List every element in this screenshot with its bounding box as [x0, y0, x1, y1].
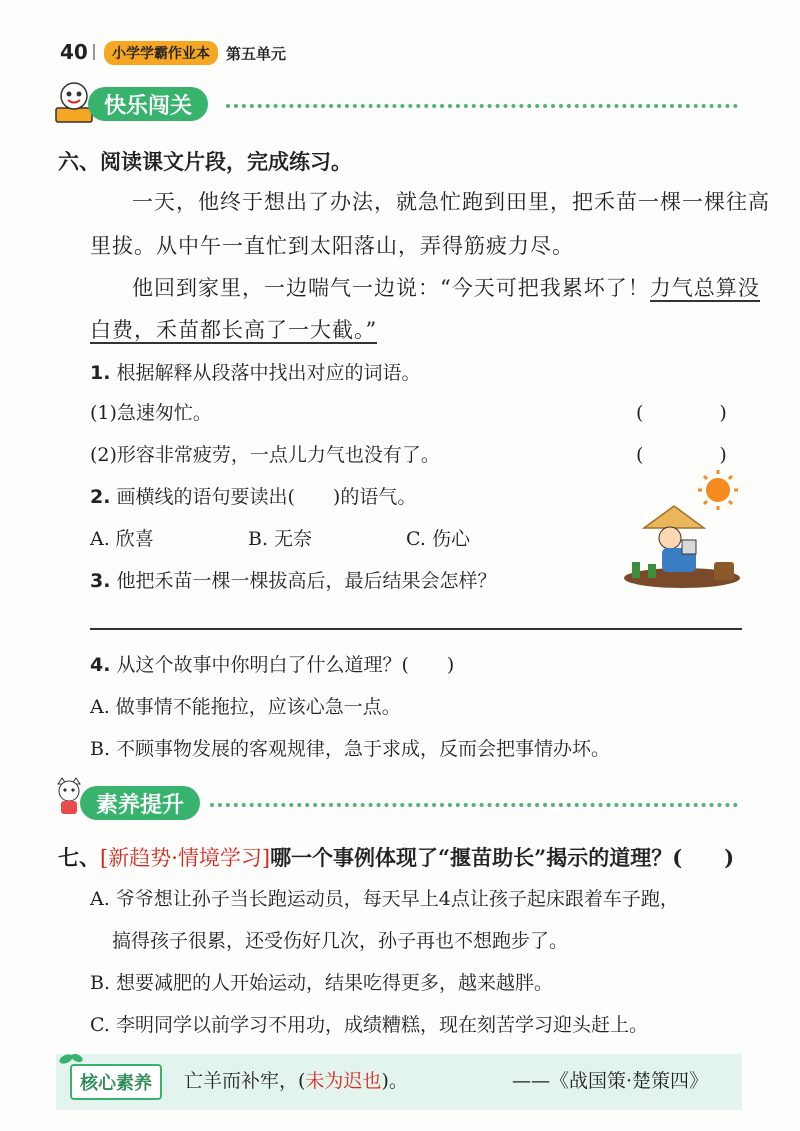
question-1-item-1: (1)急速匆忙。 — [90, 402, 212, 424]
question-1-item-2: (2)形容非常疲劳，一点儿力气也没有了。 — [90, 444, 440, 466]
option-b: B. 想要减肥的人开始运动，结果吃得更多，越来越胖。 — [90, 972, 554, 994]
section-number: 七、 — [58, 845, 100, 870]
question-number: 3. — [90, 570, 111, 592]
book-title-badge: 小学学霸作业本 — [104, 41, 218, 65]
option-a: A. 爷爷想让孙子当长跑运动员，每天早上4点让孩子起床跟着车子跑， — [90, 888, 679, 910]
core-literacy-tag: 核心素养 — [70, 1064, 162, 1100]
section-seven-title — [58, 842, 734, 872]
banner-happy-challenge: 快乐闯关 — [88, 87, 208, 121]
question-text: 画横线的语句要读出( )的语气。 — [116, 486, 417, 508]
underlined-sentence: 力气总算没 — [649, 276, 760, 300]
quote-text: )。 — [381, 1070, 408, 1092]
quote-source: ——《战国策·楚策四》 — [512, 1070, 709, 1092]
question-2 — [90, 482, 416, 509]
option-b: B. 不顾事物发展的客观规律，急于求成，反而会把事情办坏。 — [90, 738, 611, 760]
dotted-divider — [226, 104, 738, 108]
answer-blank[interactable]: ( ) — [636, 444, 727, 466]
option-c: C. 伤心 — [406, 528, 470, 550]
idiom-quote — [184, 1066, 408, 1093]
passage-line: 里拔。从中午一直忙到太阳落山，弄得筋疲力尽。 — [90, 234, 574, 258]
sun-icon — [698, 470, 738, 510]
option-a-continued: 搞得孩子很累，还受伤好几次，孙子再也不想跑步了。 — [112, 930, 569, 952]
quote-highlight: 未为迟也 — [305, 1070, 382, 1092]
trend-tag: [新趋势·情境学习] — [100, 846, 271, 870]
passage-line: 一天，他终于想出了办法，就急忙跑到田里，把禾苗一棵一棵往高 — [132, 190, 770, 214]
passage-text: 他回到家里，一边喘气一边说：“今天可把我累坏了！ — [132, 276, 650, 300]
header-divider — [93, 44, 95, 60]
option-a: A. 欣喜 — [90, 528, 154, 550]
question-text: 他把禾苗一棵一棵拔高后，最后结果会怎样？ — [116, 570, 497, 592]
question-text: 根据解释从段落中找出对应的词语。 — [116, 362, 421, 384]
page-number: 40 — [60, 40, 88, 64]
question-text: 从这个故事中你明白了什么道理？( ) — [116, 654, 455, 676]
question-3 — [90, 566, 497, 593]
underlined-sentence: 白费，禾苗都长高了一大截。” — [90, 318, 378, 342]
unit-label: 第五单元 — [226, 45, 287, 63]
question-number: 2. — [90, 486, 111, 508]
option-b: B. 无奈 — [248, 528, 313, 550]
question-text: 哪一个事例体现了“揠苗助长”揭示的道理？( ) — [270, 845, 735, 870]
farmer-illustration — [622, 466, 746, 592]
question-number: 1. — [90, 362, 111, 384]
option-a: A. 做事情不能拖拉，应该心急一点。 — [90, 696, 401, 718]
quote-text: 亡羊而补牢，( — [184, 1070, 306, 1092]
option-c: C. 李明同学以前学习不用功，成绩糟糕，现在刻苦学习迎头赶上。 — [90, 1014, 648, 1036]
passage-line — [132, 272, 760, 302]
answer-blank[interactable]: ( ) — [636, 402, 727, 424]
passage-line — [90, 314, 377, 344]
question-number: 4. — [90, 654, 111, 676]
section-six-title: 六、阅读课文片段，完成练习。 — [58, 149, 352, 174]
question-1 — [90, 358, 421, 385]
answer-line[interactable] — [90, 628, 742, 630]
question-4 — [90, 650, 454, 677]
dotted-divider — [210, 803, 738, 807]
banner-quality-improvement: 素养提升 — [80, 786, 200, 820]
